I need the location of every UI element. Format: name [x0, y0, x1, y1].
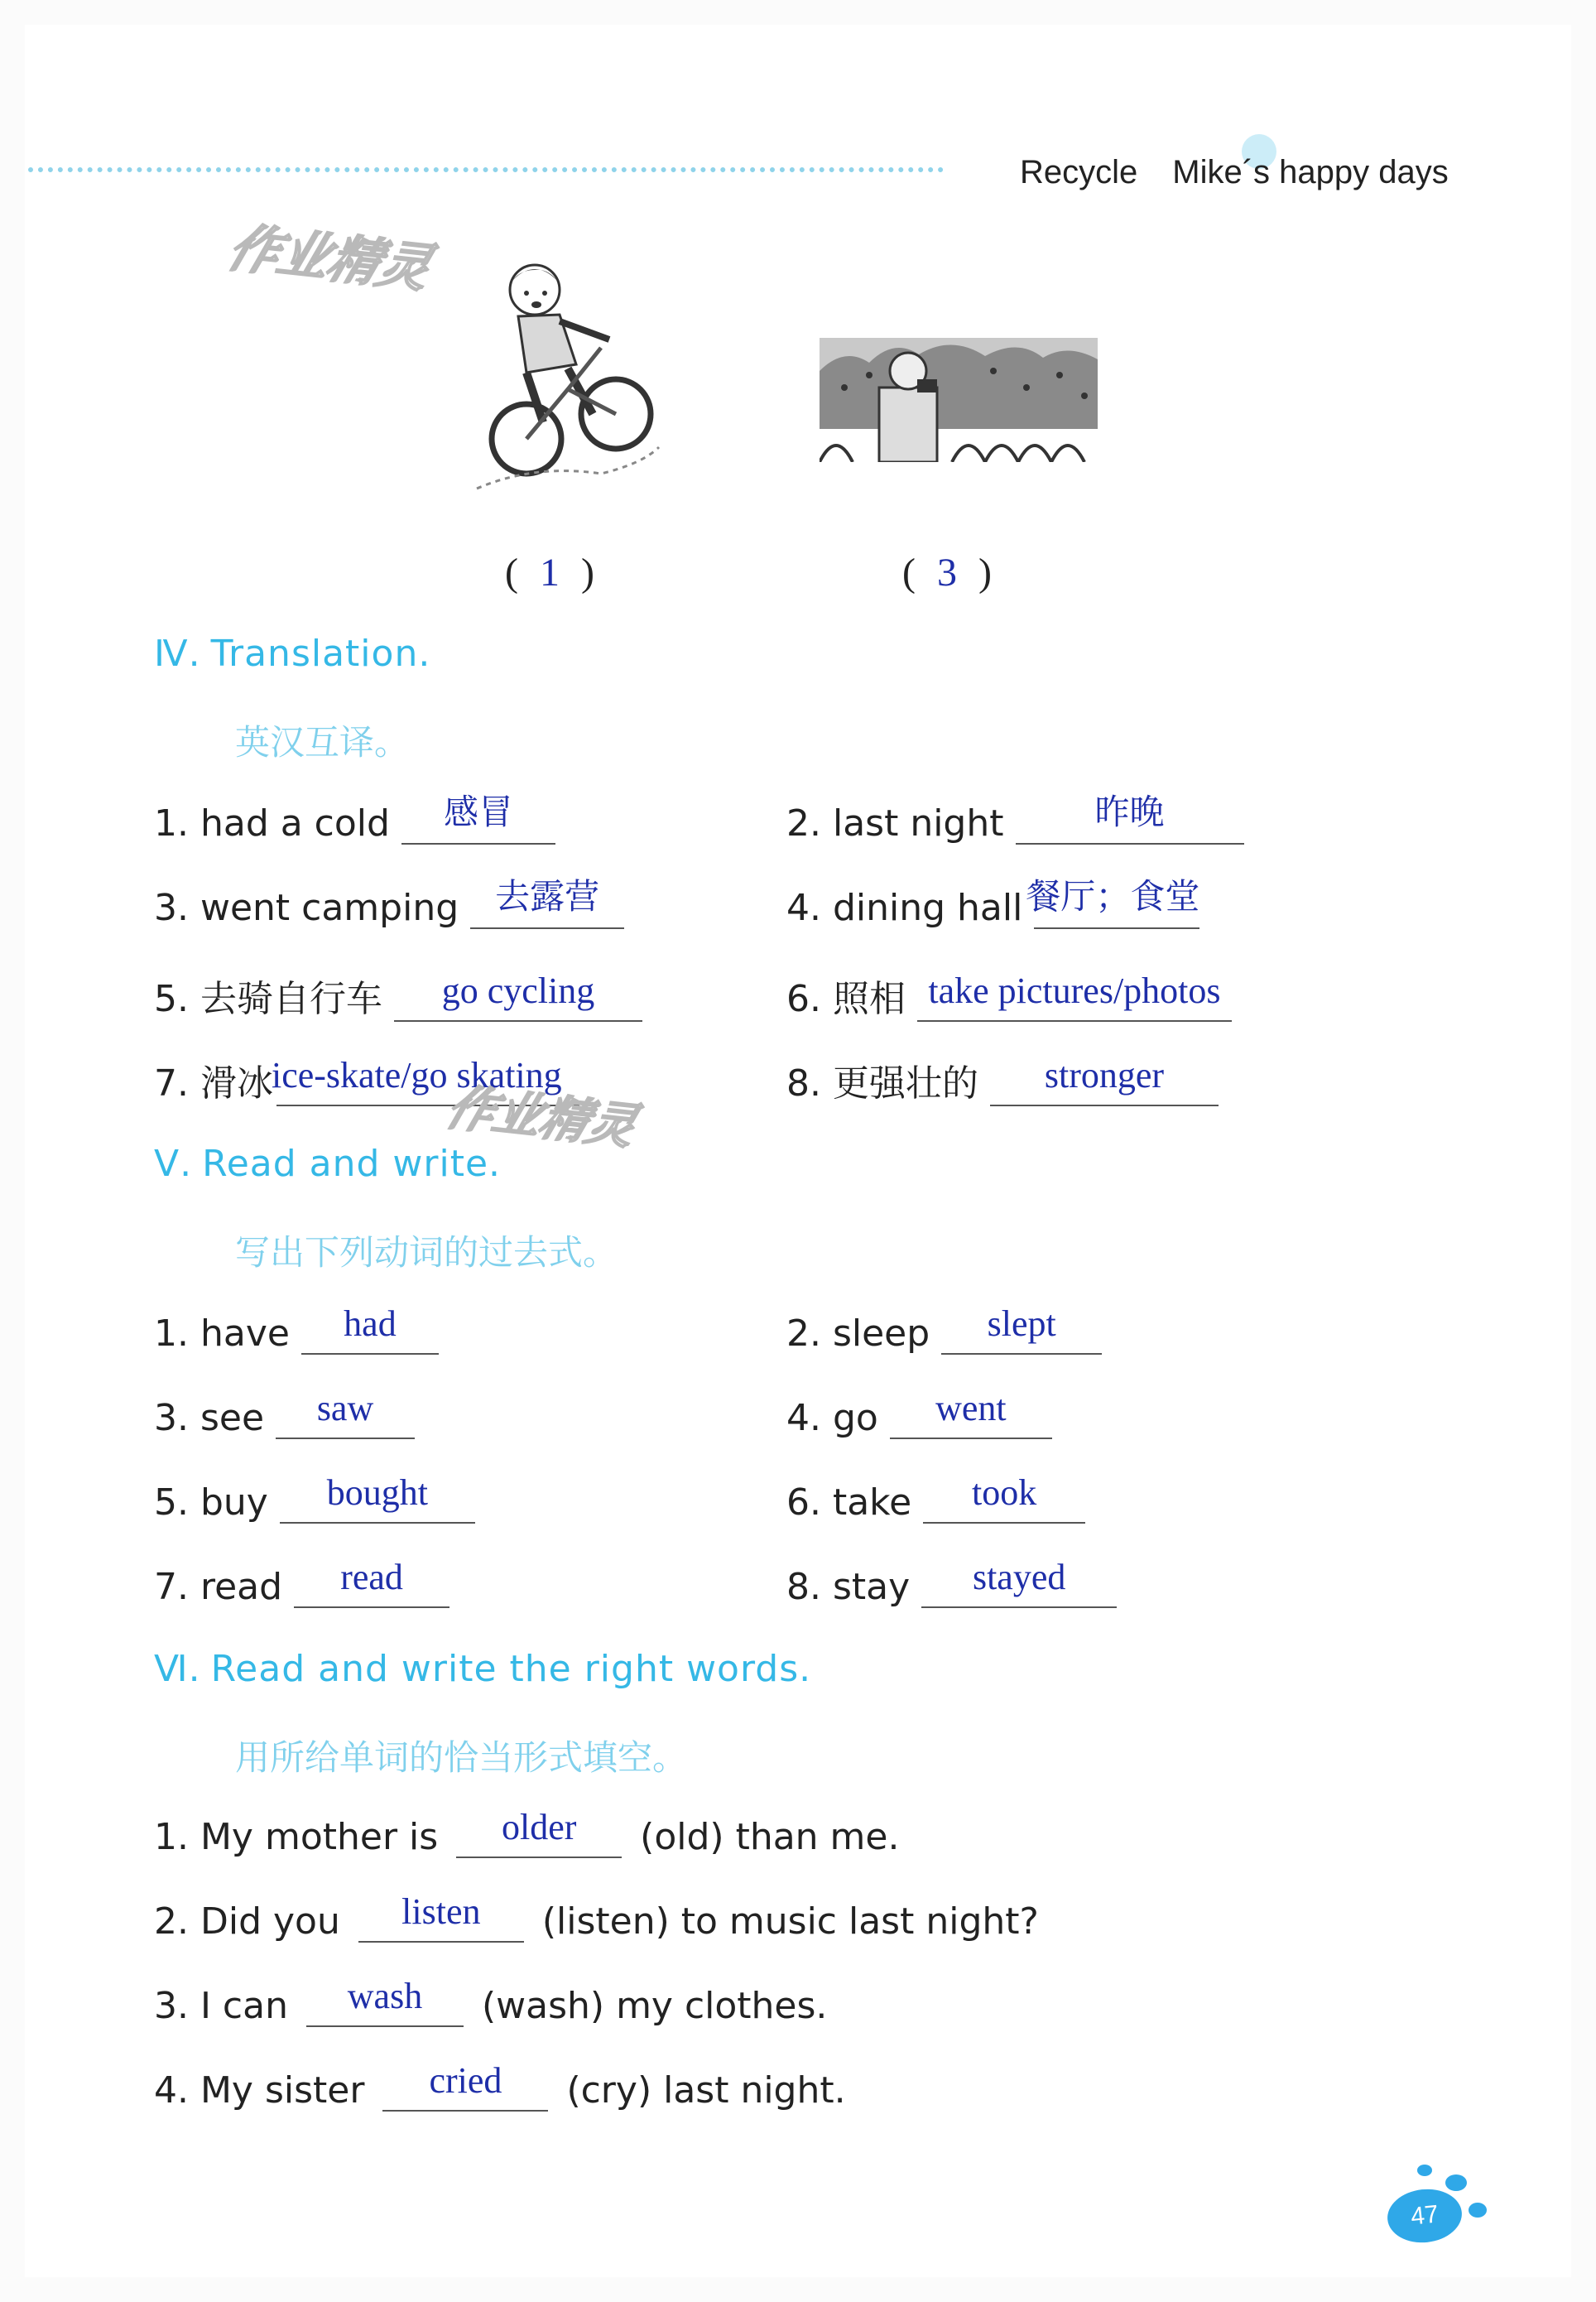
s4-item-1-blank[interactable] — [401, 792, 555, 845]
s5-item-1-label: 1. have — [154, 1312, 290, 1355]
s5-item-2-label: 2. sleep — [786, 1312, 930, 1355]
section-4-number: Ⅳ. — [154, 633, 201, 675]
s5-item-1-blank[interactable] — [301, 1303, 439, 1355]
s5-item-4-label: 4. go — [786, 1397, 878, 1439]
s6-sentence-3-answer: wash — [347, 1976, 423, 2016]
s6-sentence-3-after: (wash) my clothes. — [481, 1985, 828, 2027]
picture-answer-2-value: 3 — [936, 551, 957, 595]
section-6-title — [154, 1648, 811, 1690]
s6-sentence-4-blank[interactable] — [382, 2060, 548, 2112]
s5-item-7-label: 7. read — [154, 1566, 283, 1608]
s4-item-2 — [786, 792, 1244, 850]
s5-item-3-label: 3. see — [154, 1397, 265, 1439]
s6-sentence-4 — [154, 2060, 846, 2117]
section-5-number: Ⅴ. — [154, 1143, 193, 1185]
s4-item-7-answer: ice-skate/go skating — [271, 1055, 562, 1096]
header-unit: Recycle — [1020, 154, 1138, 190]
s5-item-5-label: 5. buy — [154, 1481, 268, 1524]
s5-item-6-blank[interactable] — [923, 1472, 1085, 1524]
s6-sentence-4-after: (cry) last night. — [566, 2069, 846, 2112]
s5-item-5-blank[interactable] — [280, 1472, 475, 1524]
s4-item-4-blank[interactable] — [1026, 876, 1200, 929]
section-6-title-text: Read and write the right words. — [210, 1648, 812, 1690]
s4-item-5-blank[interactable] — [394, 970, 642, 1022]
s4-item-6-blank[interactable] — [917, 970, 1232, 1022]
s4-item-1 — [154, 792, 555, 850]
section-4-title-text: Translation. — [210, 633, 431, 675]
s6-sentence-2-before: 2. Did you — [154, 1900, 340, 1943]
s5-item-6-answer: took — [972, 1472, 1037, 1513]
watermark-middle: 作业精灵 — [439, 1079, 644, 1155]
picture-answer-1: ( 1 ) — [505, 551, 594, 595]
section-5-subtitle: 写出下列动词的过去式。 — [235, 1232, 618, 1273]
s4-item-8-label: 8. 更强壮的 — [786, 1062, 978, 1105]
page-number: 47 — [1385, 2185, 1464, 2246]
s4-item-4-answer: 餐厅；食堂 — [1026, 876, 1200, 917]
s6-sentence-1 — [154, 1807, 900, 1863]
boy-cycling-icon — [469, 257, 667, 505]
s5-item-4-answer: went — [935, 1388, 1007, 1428]
s5-item-5 — [154, 1472, 475, 1529]
page-number-dot — [1469, 2203, 1487, 2218]
s5-item-4 — [786, 1388, 1052, 1444]
s5-item-6-label: 6. take — [786, 1481, 912, 1524]
picture-answer-1-value: 1 — [539, 551, 560, 595]
s4-item-8-blank[interactable] — [990, 1055, 1219, 1106]
s4-item-2-label: 2. last night — [786, 802, 1004, 845]
s5-item-1 — [154, 1303, 439, 1360]
header-dotted-rule — [28, 167, 944, 172]
s6-sentence-1-after: (old) than me. — [640, 1816, 900, 1858]
s5-item-2-blank[interactable] — [941, 1303, 1102, 1355]
s6-sentence-3-before: 3. I can — [154, 1985, 288, 2027]
s6-sentence-3 — [154, 1976, 828, 2032]
s4-item-5 — [154, 969, 642, 1019]
s4-item-2-answer: 昨晚 — [1094, 792, 1165, 832]
section-5-title — [154, 1143, 501, 1185]
s5-item-7-blank[interactable] — [294, 1557, 449, 1608]
s6-sentence-1-before: 1. My mother is — [154, 1816, 439, 1858]
s4-item-6 — [786, 969, 1232, 1019]
s5-item-5-answer: bought — [326, 1472, 428, 1513]
s5-item-3 — [154, 1388, 415, 1444]
section-5-title-text: Read and write. — [202, 1143, 502, 1185]
s6-sentence-3-blank[interactable] — [306, 1976, 464, 2027]
s5-item-3-answer: saw — [316, 1388, 374, 1428]
picture-answer-2: ( 3 ) — [902, 551, 992, 595]
s4-item-4-label: 4. dining hall — [786, 887, 1023, 929]
section-4-subtitle: 英汉互译。 — [235, 722, 410, 763]
s6-sentence-4-answer: cried — [429, 2060, 502, 2101]
s6-sentence-1-answer: older — [501, 1807, 577, 1847]
page-number-dot — [1445, 2174, 1467, 2191]
s4-item-5-label: 5. 去骑自行车 — [154, 978, 382, 1020]
section-6-subtitle: 用所给单词的恰当形式填空。 — [235, 1737, 688, 1778]
s5-item-4-blank[interactable] — [890, 1388, 1052, 1439]
s5-item-6 — [786, 1472, 1085, 1529]
s5-item-7-answer: read — [340, 1557, 403, 1597]
s5-item-8-label: 8. stay — [786, 1566, 911, 1608]
s4-item-1-label: 1. had a cold — [154, 802, 390, 845]
s4-item-2-blank[interactable] — [1016, 792, 1244, 845]
s6-sentence-2-blank[interactable] — [358, 1891, 524, 1943]
s6-sentence-2-after: (listen) to music last night? — [541, 1900, 1039, 1943]
s5-item-2 — [786, 1303, 1102, 1360]
watermark-top: 作业精灵 — [220, 217, 440, 299]
s4-item-3-answer: 去露营 — [495, 876, 600, 917]
s4-item-6-label: 6. 照相 — [786, 978, 906, 1020]
s5-item-1-answer: had — [344, 1303, 397, 1344]
section-4-title — [154, 633, 430, 675]
s4-item-3 — [154, 876, 624, 934]
s5-item-8 — [786, 1557, 1117, 1613]
s4-item-8 — [786, 1053, 1219, 1103]
s4-item-7-label: 7. 滑冰 — [154, 1062, 273, 1105]
s6-sentence-2 — [154, 1891, 1039, 1948]
s6-sentence-1-blank[interactable] — [456, 1807, 622, 1858]
page-header — [1020, 154, 1449, 191]
s4-item-8-answer: stronger — [1044, 1055, 1165, 1096]
s5-item-2-answer: slept — [987, 1303, 1056, 1344]
s5-item-8-blank[interactable] — [921, 1557, 1117, 1608]
s4-item-6-answer: take pictures/photos — [928, 970, 1221, 1011]
person-taking-photo-icon — [820, 338, 1098, 462]
header-title: Mike´s happy days — [1172, 154, 1449, 190]
s5-item-3-blank[interactable] — [276, 1388, 415, 1439]
s5-item-8-answer: stayed — [972, 1557, 1066, 1597]
section-6-number: Ⅵ. — [154, 1648, 201, 1690]
page-number-dot — [1417, 2165, 1432, 2176]
s4-item-3-blank[interactable] — [470, 876, 624, 929]
s6-sentence-4-before: 4. My sister — [154, 2069, 365, 2112]
s4-item-1-answer: 感冒 — [443, 792, 513, 832]
s5-item-7 — [154, 1557, 449, 1613]
s6-sentence-2-answer: listen — [401, 1891, 481, 1932]
s4-item-5-answer: go cycling — [441, 970, 595, 1011]
s4-item-4 — [786, 876, 1200, 934]
s4-item-3-label: 3. went camping — [154, 887, 459, 929]
